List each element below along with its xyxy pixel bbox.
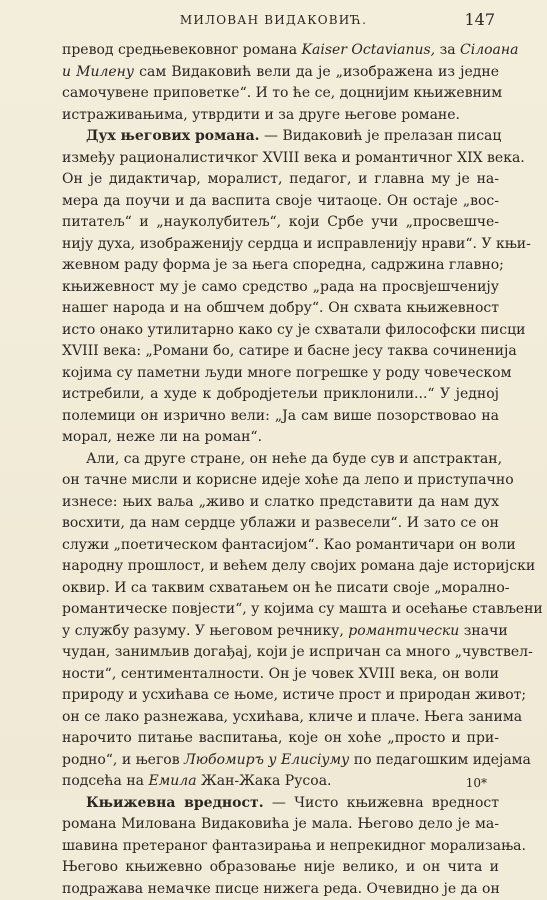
signature-mark: 10* (466, 776, 487, 790)
text-line (62, 126, 499, 148)
section-heading: Књижевна вредност. (86, 795, 264, 811)
text-line (62, 492, 499, 514)
text-run: мера да поучи и да васпита своје читаоце. Он остаје „вос- (62, 193, 499, 209)
italic-title: и Милену (62, 64, 134, 80)
text-line (62, 836, 499, 858)
text-line (62, 277, 499, 299)
italic-title: Сілоана (460, 42, 518, 58)
text-run: књижевност му је само средство „рада на просвјешченију (62, 279, 499, 295)
section-heading: Дух његових романа. (86, 128, 260, 144)
text-line (62, 685, 499, 707)
text-line (62, 191, 499, 213)
running-head: МИЛОВАН ВИДАКОВИЋ. (0, 13, 547, 27)
text-run: Он је дидактичар, моралист, педагог, и главна му је на- (62, 171, 499, 187)
text-line (62, 384, 499, 406)
text-line (62, 857, 499, 879)
text-line (62, 169, 499, 191)
text-run: подсећа на (62, 773, 148, 789)
text-run: нију духа, изображенију сердца и исправленију нрави“. У књи- (62, 236, 531, 252)
text-line (62, 212, 499, 234)
text-run: романа Милована Видаковића је мала. Његово дело је ма- (62, 816, 499, 832)
text-line (62, 599, 499, 621)
text-run: — Видаковић је прелазан писац (260, 128, 502, 144)
text-run: Али, са друге стране, он неће да буде сув и апстрактан, (86, 451, 502, 467)
text-run: исто онако утилитарно како су је схватали философски писци (62, 322, 525, 338)
text-run: XVIII века: „Романи бо, сатире и басне јесу таква сочиненија (62, 343, 517, 359)
text-line (62, 83, 499, 105)
text-run: нарочито питање васпитања, које он хоће „просто и при- (62, 730, 499, 746)
text-run: по педагошким идејама (349, 752, 531, 768)
text-run: питатељ“ и „науколубитељ“, који Србе учи „просвешче- (62, 214, 499, 230)
text-line (62, 535, 499, 557)
text-line (62, 105, 499, 127)
text-line (62, 642, 499, 664)
text-run: нашег народа и на обшчем добру“. Он схвата књижевност (62, 300, 499, 316)
text-run: полемици он изрично вели: „Ја сам више позорствовао на (62, 408, 499, 424)
text-run: ности“, сентименталности. Он је човек XVIII века, он воли (62, 666, 499, 682)
text-run: превод средњевековног романа (62, 42, 302, 58)
text-run: самочувене приповетке“. И то ће се, доцнијим књижевним (62, 85, 502, 101)
text-line (62, 556, 499, 578)
text-line (62, 62, 499, 84)
text-run: шавина претераног фантазирања и непрекидног морализања. (62, 838, 526, 854)
text-line (62, 298, 499, 320)
text-run: оквир. И са таквим схватањем он ће писати своје „морално- (62, 580, 510, 596)
italic-title: романтически (348, 623, 459, 639)
text-run: родно“, и његов (62, 752, 184, 768)
text-run: између рационалистичког XVIII века и романтичног XIX века. (62, 150, 525, 166)
italic-title: Kaiser Octavianus, (302, 42, 436, 58)
text-line (62, 664, 499, 686)
text-run: подражава немачке писце нижега реда. Очевидно је да он (62, 881, 500, 897)
text-run: служи „поетическом фантасијом“. Као романтичари он воли (62, 537, 516, 553)
text-line (62, 814, 499, 836)
text-line (62, 879, 499, 900)
text-line (62, 750, 499, 772)
text-line (62, 427, 499, 449)
text-line (62, 621, 499, 643)
text-run: Жан-Жака Русоа. (197, 773, 332, 789)
text-run: за (435, 42, 460, 58)
text-line (62, 234, 499, 256)
text-run: Његово књижевно образовање није велико, и он чита и (62, 859, 499, 875)
text-run: народну прошлост, и већем делу својих романа даје историјски (62, 558, 535, 574)
text-line (62, 449, 499, 471)
text-line (62, 406, 499, 428)
page-header (0, 10, 547, 34)
text-line (62, 771, 499, 793)
text-run: он тачне мисли и корисне идеје хоће да лепо и приступачно (62, 472, 514, 488)
text-line (62, 40, 499, 62)
italic-title: Емила (148, 773, 196, 789)
text-line (62, 255, 499, 277)
body-text (62, 40, 499, 900)
text-line (62, 707, 499, 729)
text-run: значи (459, 623, 507, 639)
text-run: истраживањима, утврдити и за друге његове романе. (62, 107, 460, 123)
text-run: романтическе повјести“, у којима су машта и осећање стављени (62, 601, 543, 617)
text-run: природу и усхићава се њоме, истиче прост и природан живот; (62, 687, 526, 703)
text-line (62, 320, 499, 342)
text-run: у службу разуму. У његовом речнику, (62, 623, 348, 639)
text-run: којима су паметни људи многе погрешке у роду човеческом (62, 365, 511, 381)
text-run: чудан, занимљив догађај, који је испричан са много „чувствел- (62, 644, 533, 660)
text-line (62, 341, 499, 363)
page-number: 147 (464, 10, 495, 29)
text-run: истребили, а худе к добродјетељи приклонили...“ У једној (62, 386, 499, 402)
text-line (62, 578, 499, 600)
text-line (62, 728, 499, 750)
text-line (62, 513, 499, 535)
text-line (62, 363, 499, 385)
text-line (62, 470, 499, 492)
text-run: жевном раду форма је за њега споредна, садржина главно; (62, 257, 504, 273)
text-line (62, 148, 499, 170)
text-line (62, 793, 499, 815)
italic-title: Любомиръ у Елисіуму (184, 752, 349, 768)
text-run: — Чисто књижевна вредност (264, 795, 499, 811)
text-run: изнесе: њих ваља „живо и слатко представити да нам дух (62, 494, 499, 510)
text-run: морал, неже ли на роман“. (62, 429, 262, 445)
text-run: сам Видаковић вели да је „изображена из једне (134, 64, 499, 80)
text-run: он се лако разнежава, усхићава, кличе и плаче. Њега занима (62, 709, 522, 725)
text-run: восхити, да нам сердце ублажи и развесели“. И зато се он (62, 515, 499, 531)
